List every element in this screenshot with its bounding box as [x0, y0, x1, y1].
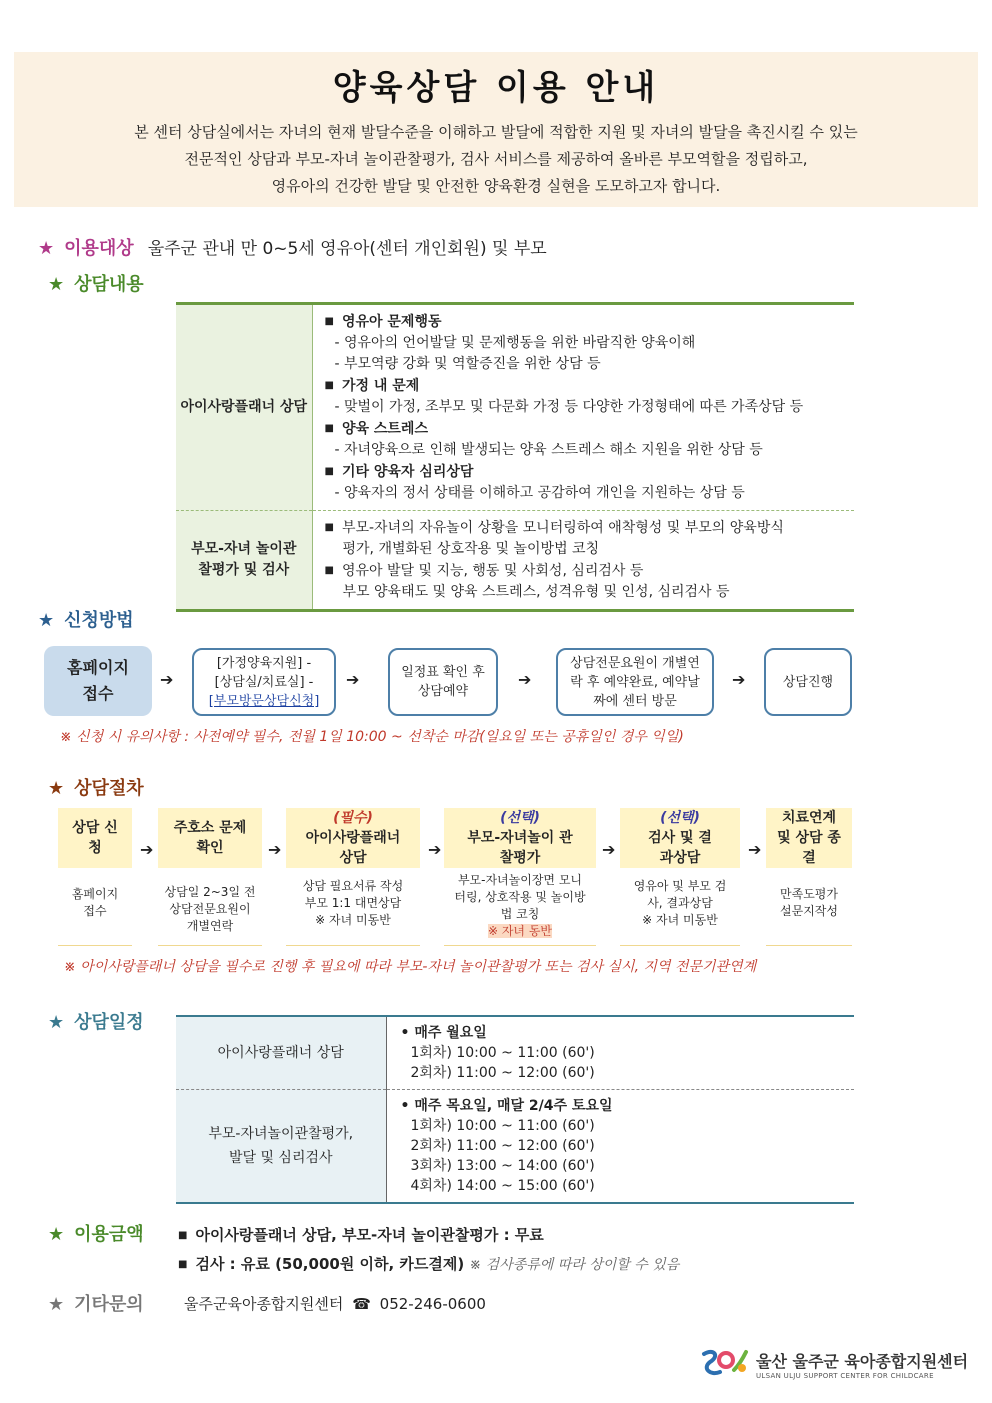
arrow-right-icon: ➔ — [518, 670, 532, 689]
arrow-right-icon: ➔ — [268, 840, 282, 859]
content-item-heading: ■ 기타 양육자 심리상담 — [325, 461, 843, 483]
schedule-label: 상담일정 — [74, 1012, 144, 1033]
fee-section-heading — [48, 1220, 144, 1246]
logo-en: ULSAN ULJU SUPPORT CENTER FOR CHILDCARE — [756, 1371, 934, 1380]
schedule-time: 1회차) 10:00 ~ 11:00 (60') — [410, 1045, 595, 1061]
schedule-day: • 매주 월요일 — [400, 1025, 487, 1041]
apply-step-reserve: 일정표 확인 후 상담예약 — [388, 648, 498, 716]
schedule-row2-title-1: 부모-자녀놀이관찰평가, — [208, 1126, 354, 1142]
content-item-detail: - 자녀양육으로 인해 발생되는 양육 스트레스 해소 지원을 위한 상담 등 — [334, 442, 763, 458]
contact-label: 기타문의 — [74, 1294, 144, 1315]
center-logo-icon — [698, 1346, 750, 1382]
procedure-step-desc: 상담 필요서류 작성 부모 1:1 대면상담 — [302, 879, 404, 910]
apply-section-heading — [38, 606, 134, 632]
arrow-right-icon: ➔ — [748, 840, 762, 859]
apply-step-menu-2: [상담실/치료실] - — [214, 674, 314, 690]
procedure-section-heading — [48, 774, 144, 800]
procedure-step-title: 검사 및 결과상담 — [648, 830, 712, 866]
schedule-row1-title: 아이사랑플래너 상담 — [176, 1016, 386, 1090]
procedure-step-desc: 만족도평가 설문지작성 — [780, 887, 838, 918]
procedure-step-title: 상담 신청 — [58, 808, 132, 868]
star-icon: ★ — [38, 610, 55, 631]
content-row2-title: 부모-자녀 놀이관찰평가 및 검사 — [176, 511, 312, 611]
content-item-detail: - 맞벌이 가정, 조부모 및 다문화 가정 등 다양한 가정형태에 따른 가족상담 등 — [334, 399, 804, 415]
content-bullet: ■ 부모-자녀의 자유놀이 상황을 모니터링하여 애착형성 및 부모의 양육방식 — [325, 517, 843, 539]
schedule-table — [176, 1015, 854, 1204]
contact-phone: 052-246-0600 — [379, 1295, 486, 1313]
intro-line-2: 전문적인 상담과 부모-자녀 놀이관찰평가, 검사 서비스를 제공하여 올바른 부모역할을 정립하고, — [184, 150, 808, 168]
content-item-heading: ■ 양육 스트레스 — [325, 418, 843, 440]
schedule-time: 1회차) 10:00 ~ 11:00 (60') — [410, 1118, 595, 1134]
procedure-step-note: ※ 자녀 미동반 — [642, 913, 718, 927]
procedure-step-play — [444, 808, 596, 946]
schedule-section-heading — [48, 1008, 144, 1034]
star-icon: ★ — [38, 238, 55, 259]
arrow-right-icon: ➔ — [602, 840, 616, 859]
contact-section-heading — [48, 1290, 144, 1316]
procedure-step-desc: 부모-자녀놀이장면 모니터링, 상호작용 및 놀이방법 코칭 — [454, 873, 586, 921]
content-item-heading: ■ 영유아 문제행동 — [325, 311, 843, 333]
content-item-heading: ■ 가정 내 문제 — [325, 375, 843, 397]
procedure-step-note: ※ 자녀 동반 — [487, 924, 553, 938]
star-icon: ★ — [48, 1224, 65, 1245]
procedure-step-note: ※ 자녀 미동반 — [315, 913, 391, 927]
fee-line-2: ■ 검사 : 유료 (50,000원 이하, 카드결제) ※ 검사종류에 따라 상이할 수 있음 — [178, 1253, 679, 1274]
logo-name: 울산 울주군 육아종합지원센터 — [756, 1351, 969, 1371]
arrow-right-icon: ➔ — [428, 840, 442, 859]
procedure-step-desc: 상담일 2~3일 전 상담전문요원이 개별연락 — [164, 885, 256, 933]
intro-line-1: 본 센터 상담실에서는 자녀의 현재 발달수준을 이해하고 발달에 적합한 지원 및 자녀의 발달을 촉진시킬 수 있는 — [134, 123, 858, 141]
star-icon: ★ — [48, 1012, 65, 1033]
procedure-step-close — [766, 808, 852, 946]
apply-label: 신청방법 — [64, 610, 134, 631]
schedule-time: 4회차) 14:00 ~ 15:00 (60') — [410, 1178, 595, 1194]
content-table — [176, 302, 854, 612]
required-tag: (필수) — [333, 810, 373, 826]
target-section — [38, 234, 547, 260]
content-row1-title: 아이사랑플래너 상담 — [176, 304, 312, 511]
optional-tag: (선택) — [500, 810, 540, 826]
header-banner — [14, 52, 978, 207]
fee-note: ※ 검사종류에 따라 상이할 수 있음 — [469, 1257, 680, 1273]
star-icon: ★ — [48, 778, 65, 799]
apply-step-contact: 상담전문요원이 개별연락 후 예약완료, 예약날짜에 센터 방문 — [556, 648, 714, 716]
procedure-note: ※ 아이사랑플래너 상담을 필수로 진행 후 필요에 따라 부모-자녀 놀이관찰평가 또는 검사 실시, 지역 전문기관연계 — [64, 959, 757, 975]
apply-step-menu-1: [가정양육지원] - — [216, 655, 312, 671]
intro-line-3: 영유아의 건강한 발달 및 안전한 양육환경 실현을 도모하고자 합니다. — [271, 177, 721, 195]
schedule-time: 3회차) 13:00 ~ 14:00 (60') — [410, 1158, 595, 1174]
contact-text: 울주군육아종합지원센터 — [184, 1295, 344, 1313]
content-label: 상담내용 — [74, 274, 144, 295]
procedure-step-title: 주호소 문제 확인 — [158, 808, 262, 868]
content-item-detail: - 양육자의 정서 상태를 이해하고 공감하여 개인을 지원하는 상담 등 — [334, 485, 745, 501]
procedure-step-title: 치료연계 및 상담 종결 — [766, 808, 852, 868]
apply-note: ※ 신청 시 유의사항 : 사전예약 필수, 전월 1일 10:00 ~ 선착순 마감(일요일 또는 공휴일인 경우 익일) — [60, 729, 684, 745]
fee-label: 이용금액 — [74, 1224, 144, 1245]
content-section-heading — [48, 270, 144, 296]
phone-icon: ☎ — [352, 1295, 371, 1313]
procedure-step-apply — [58, 808, 132, 946]
apply-step-proceed: 상담진행 — [764, 648, 852, 716]
content-bullet: ■ 영유아 발달 및 지능, 행동 및 사회성, 심리검사 등 — [325, 560, 843, 582]
procedure-label: 상담절차 — [74, 778, 144, 799]
procedure-step-title: 아이사랑플래너 상담 — [305, 830, 401, 866]
procedure-step-issue — [158, 808, 262, 946]
content-item-detail: - 영유아의 언어발달 및 문제행동을 위한 바람직한 양육이해 — [334, 335, 696, 351]
star-icon: ★ — [48, 274, 65, 295]
content-bullet-cont: 평가, 개별화된 상호작용 및 놀이방법 코칭 — [342, 541, 600, 557]
procedure-step-planner — [286, 808, 420, 946]
content-bullet-cont: 부모 양육태도 및 양육 스트레스, 성격유형 및 인성, 심리검사 등 — [342, 584, 730, 600]
arrow-right-icon: ➔ — [346, 670, 360, 689]
optional-tag: (선택) — [660, 810, 700, 826]
procedure-step-desc: 영유아 및 부모 검사, 결과상담 — [633, 879, 727, 910]
contact-info — [184, 1293, 486, 1314]
center-logo — [698, 1346, 968, 1382]
procedure-step-test — [620, 808, 740, 946]
parent-visit-link[interactable]: [부모방문상담신청] — [208, 693, 320, 709]
schedule-time: 2회차) 11:00 ~ 12:00 (60') — [410, 1138, 595, 1154]
star-icon: ★ — [48, 1294, 65, 1315]
procedure-step-desc: 홈페이지 접수 — [71, 887, 119, 918]
fee-line-1: ■ 아이사랑플래너 상담, 부모-자녀 놀이관찰평가 : 무료 — [178, 1224, 544, 1245]
arrow-right-icon: ➔ — [160, 670, 174, 689]
arrow-right-icon: ➔ — [732, 670, 746, 689]
arrow-right-icon: ➔ — [140, 840, 154, 859]
content-item-detail: - 부모역량 강화 및 역할증진을 위한 상담 등 — [334, 356, 601, 372]
page-title: 양육상담 이용 안내 — [332, 68, 660, 108]
apply-step-menu — [192, 648, 336, 716]
target-label: 이용대상 — [64, 238, 134, 259]
apply-step-homepage: 홈페이지 접수 — [44, 646, 152, 716]
procedure-step-title: 부모-자녀놀이 관찰평가 — [467, 830, 573, 866]
schedule-day: • 매주 목요일, 매달 2/4주 토요일 — [400, 1098, 613, 1114]
schedule-time: 2회차) 11:00 ~ 12:00 (60') — [410, 1065, 595, 1081]
target-text: 울주군 관내 만 0~5세 영유아(센터 개인회원) 및 부모 — [147, 239, 547, 259]
schedule-row2-title-2: 발달 및 심리검사 — [228, 1150, 333, 1166]
